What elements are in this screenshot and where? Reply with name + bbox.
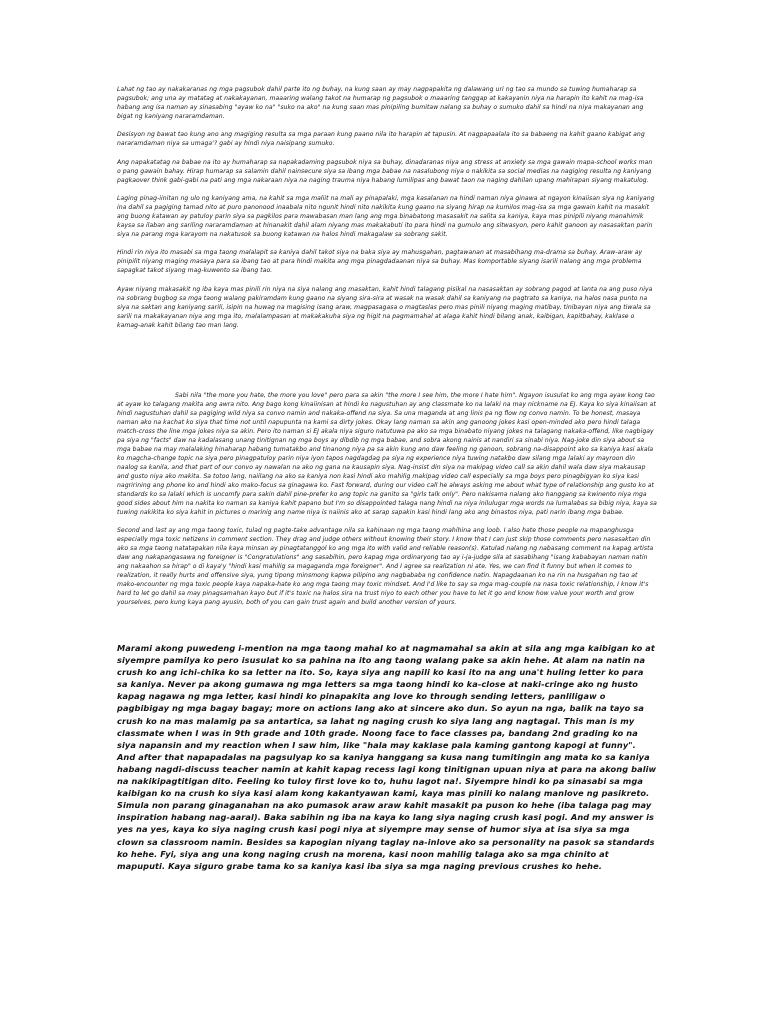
document-page <box>117 85 657 872</box>
spacer <box>117 239 657 248</box>
paragraph-1: Lahat ng tao ay nakakaranas ng mga pagsubok dahil parte ito ng buhay, na kung saan ay may nagpapakita ng dalawang uri ng tao sa mundo sa tuwing humaharap sa pagsubok; ang una ay matatag at nakakayanan, maaaring walang takot na humarap ng pagsubok o maaaring tanggap at kakayanin niya na harapin ito kahit na mag-isa habang ang isa naman ay sinasabing "ayaw ko na" "suko na ako" na kung saan mas pinipiling bumitaw nalang sa buhay o sumuko dahil sa hindi na niya makayanan ang bigat ng kaniyang nararamdaman. <box>117 86 644 120</box>
paragraph-8: Second and last ay ang mga taong toxic, tulad ng pagte-take advantage nila sa kahinaan ng mga taong mahihina ang loob. I also hate those people na mapanghusga especially mga toxic netizens in comment section. They drag and judge others without knowing their story. I know that I can just skip those comments pero nasasaktan din ako sa mga taong natatapakan nila kaya minsan ay pinagtatanggol ko ang mga ito with valid and reliable reason(s). Katulad nalang ng nabasang comment na kapag artista daw ang nakapangasawa ng foreigner is "Congratulations" ang sasabihin, pero kapag mga ordinaryong tao ay i-ja-judge sila at sasabihang "isang kababayan naman natin ang nakaahon sa hirap" o di kaya'y "hindi kasi mahilig sa magaganda mga foreigner". And I agree sa realization ni ate. Yes, we can find it funny but when it comes to realization, it really hurts and offensive siya, yung tipong minsmong kapwa pilipino ang nagbababa ng confidence natin. Napagdaanan ko na rin na husgahan ng tao at mako-encounter ng mga toxic people kaya napaka-hate ko ang mga taong may toxic mindset. And I'd like to say sa mga mag-couple na nasa toxic relationship, I know it's hard to let go dahil sa may pinagsamahan kayo but if it's toxic na halos sira na trust niyo to each other you have to let it go and know how value your worth and grow yourselves, pero kung kaya pang ayusin, both of you can gain trust again and build another version of yours. <box>117 527 654 606</box>
spacer <box>117 275 657 285</box>
spacer <box>117 148 657 158</box>
paragraph-6: Ayaw niyang makasakit ng iba kaya mas pinili rin niya na siya nalang ang masaktan, kahit hindi talagang pisikal na nasasaktan ay sobrang pagod at lanta na ang puso niya na sobrang bugbog sa mga taong walang pakiramdam kung gaano na siyang sira-sira at wasak na wasak dahil sa kaniyang na pagtrato sa kaniya, na halos nasa punto na siya na saktan ang kaniyang sarili, isipin na huwag na magising isang araw, magpasagasa o magtaslas pero mas pinili niyang maging matibay, tinibayan niya ang tiwala sa sarili na makakayanan niya ang mga ito, malalampasan at makakakuha siya ng higit na pagmamahal at alaga kahit hindi bilang anak, kaibigan, kapitbahay, kaklase o kamag-anak kahit bilang tao man lang. <box>117 286 653 329</box>
paragraph-2: Desisyon ng bawat tao kung ano ang magiging resulta sa mga paraan kung paano nila ito harapin at tapusin. At nagpapaalala ito sa babaeng na kahit gaano kabigat ang nararamdaman niya sa umaga'? gabi ay hindi niya naisipang sumuko. <box>117 131 645 147</box>
paragraph-3: Ang napakatatag na babae na ito ay humaharap sa napakadaming pagsubok niya sa buhay, dinadaranas niya ang stress at anxiety sa mga gawain mapa-school works man o pang gawain bahay. Hirap humarap sa salamin dahil nainsecure siya sa ibang mga babae na nasalubong niya o nakikita sa social medias na nagiging resulta ng kaniyang pagkaover think gabi-gabi na pati ang mga nakaraan niya na naging trauma niya habang lumilipas ang bawat taon na naging dahilan upang mahirapan siyang makatulog. <box>117 159 653 184</box>
paragraph-4: Laging pinag-iinitan ng ulo ng kaniyang ama, na kahit sa mga maliit na mali ay pinapalaki, mga kasalanan na hindi naman niya ginawa at ngayon kinaiisan siya ng kaniyang ina dahil sa pagiging tamad nito at puro panonood inaabala nito ngunit hindi nito nakikita kung gaano na siyang hirap na kumilos mag-isa sa mga gawain kahit na masakit ang buong katawan ay patuloy parin siya sa pagkilos para mawabasan man lang ang mga binabatong masasakit na salita sa kaniya, kaya mas pinipili niyang manahimik kaysa sa ilaban ang sariling nararamdaman at hinanakit dahil alam niyang mas makakabuti ito para hindi na gumulo ang sitwasyon, pero kahit ganoon ay nasasaktan parin siya na parang mga karayom na nakatusok sa buong katawan na halos hindi makagalaw sa sobrang sakit. <box>117 195 655 238</box>
paragraph-5: Hindi rin niya ito masabi sa mga taong malalapit sa kaniya dahil takot siya na baka siya ay mahusgahan, pagtawanan at masabihang ma-drama sa buhay. Araw-araw ay pinipilit niyang maging masaya para sa ibang tao at para hindi makita ang mga pinagdadaanan niya sa buhay. Mas komportable siyang isarili nalang ang mga problema sapagkat takot siyang mag-kuwento sa ibang tao. <box>117 249 643 274</box>
paragraph-9: Marami akong puwedeng i-mention na mga taong mahal ko at nagmamahal sa akin at sila ang mga kaibigan ko at siyempre pamilya ko pero isusulat ko sa pahina na ito ang taong walang pake sa akin hehe. At alam na natin na crush ko ang ichi-chika ko sa letter na ito. So, kaya siya ang napili ko kasi ito na ang una't huling letter ko para sa kaniya. Never pa akong gumawa ng mga letters sa mga taong hindi ko ka-close at naki-cringe ako ng husto kapag nagawa ng mga letter, kasi hindi ko pinapakita ang love ko through sending letters, panliligaw o pagbibigay ng mga bagay bagay; more on actions lang ako at sincere ako dun. So ayun na nga, balik na tayo sa crush ko na mas malamig pa sa antartica, sa lahat ng naging crush ko siya lang ang nagtagal. This man is my classmate when I was in 9th grade and 10th grade. Noong face to face classes pa, bandang 2nd grading ko na siya napansin and my reaction when I saw him, like "hala may kaklase pala kaming gantong kapogi at funny". And after that napapadalas na pagsulyap ko sa kaniya hanggang sa kusa nang tumitingin ang mata ko sa kaniya habang nagdi-discuss teacher namin at kahit kapag recess lagi kong tinitignan upuan niya at para na akong baliw na nakikipagtitigan dito. Feeling ko tuloy first love ko to, huhu lagot na!. Siyempre hindi ko pa sinasabi sa mga kaibigan ko na crush ko siya kasi alam kong kakantyawan kami, kaya mas pinili ko nalang manlove ng pasikreto. Simula non parang ginaganahan na ako pumasok araw araw kahit masakit pa puson ko hehe (iba talaga pag may inspiration habang nag-aaral). Baka sabihin ng iba na kaya ko lang siya naging crush kasi pogi. And my answer is yes na yes, kaya ko siya naging crush kasi pogi niya at siyempre may sense of humor siya at isa siya sa mga clown sa classroom namin. Besides sa kapogian niyang taglay na-inlove ako sa personality na pasok sa standards ko hehe. Fyi, siya ang una kong naging crush na morena, kasi noon mahilig talaga ako sa mga chinito at mapuputi. Kaya siguro grabe tama ko sa kaniya kasi iba siya sa mga naging previous crushes ko hehe. <box>117 643 657 871</box>
spacer <box>117 121 657 130</box>
spacer <box>117 330 657 391</box>
spacer <box>117 517 657 526</box>
spacer <box>117 185 657 194</box>
spacer <box>117 607 657 642</box>
paragraph-7: Sabi nila "the more you hate, the more you love" pero para sa akin "the more I see him, the more I hate him". Ngayon isusulat ko ang mga ayaw kong tao at ayaw ko talagang makita ang awra nito. Ang bago kong kinaiinisan at hindi ko nagustuhan ay ang classmate ko na lalaki na may nickname na EJ. Kaya ko siya kinaiisan at hindi nagustuhan dahil sa pagiging wild niya sa convo namin and nakaka-offend na siya. Sa una maganda at ang linis pa ng flow ng convo namin. To be honest, masaya naman ako na kachat ko siya that time not until napupunta na kami sa dirty jokes. Okay lang naman sa akin ang ganoong jokes kasi open-minded ako pero hindi talaga match-cross the line mga jokes niya sa akin. Pero ito naman si EJ akala niya siguro natutuwa pa ako sa mga binabato niyang jokes na talagang nakaka-offend, like nagbigay pa siya ng "facts" daw na kadalasang unang tinitignan ng mga boys ay dibdib ng mga babae, and sobra akong nainis at nandiri sa sinabi niya. Nag-joke din siya about sa mga babae na may malalaking hinaharap habang tumatakbo and tinanong niya pa sa akin kung ano daw feeling ng ganoon, sobrang na-disappoint ako sa kaniya kasi akala ko magcha-change topic na siya pero pinagpatuloy parin niya iyon tapos nagdagdag pa siya ng experience niya tuwing natakbo daw silang mga lalaki ay mayroon din naalog sa kanila, and that part of our convo ay nawalan na ako ng gana na kausapin siya. Nag-insist din siya na makipag video call sa akin dahil wala daw siya makausap and gusto niya ako makita. Sa totoo lang, naiilang na ako sa kaniya non kasi hindi ako mahilig makipag video call especially sa mga boys pero pinagbigyan ko siya kasi nagririning ang phone ko and hindi ako mako-focus sa ginagawa ko. Fast forward, during our video call he always asking me about what type of relationship ang gusto ko at standards ko sa lalaki which is uncomfy para sakin dahil pine-prefer ko ang topic na ganito sa "girls talk only". Pero nakisama nalang ako hanggang sa kwinento niya mga good sides about him na nakita ko naman sa kaniya kahit papano but I'm so disappointed talaga nang hindi na niya inilulugar mga words na lumalabas sa bibig niya, kaya sa tuwing nakikita ko siya kahit in pictures o marinig ang name niya is naiinis ako at sarap sapakin kasi hindi lang ako ang binastos niya, pati narin ibang mga babae. <box>117 392 657 516</box>
